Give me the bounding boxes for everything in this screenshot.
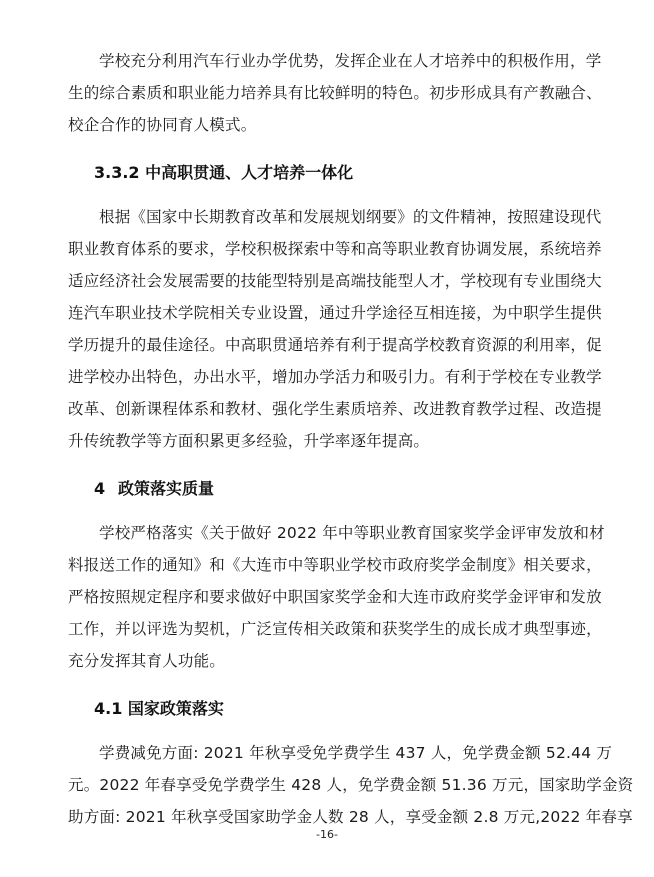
paragraph-4-line-2: 元。2022 年春享受免学费学生 428 人，免学费金额 51.36 万元，国家助学金资 <box>68 776 634 794</box>
section-heading-4-number: 4 <box>94 479 106 498</box>
paragraph-4-line-3: 助方面: 2021 年秋享受国家助学金人数 28 人，享受金额 2.8 万元,2022 年春享 <box>68 808 633 826</box>
paragraph-2-line-3: 适应经济社会发展需要的技能型特别是高端技能型人才，学校现有专业围绕大 <box>68 272 602 290</box>
paragraph-1-line-1: 学校充分利用汽车行业办学优势，发挥企业在人才培养中的积极作用，学 <box>99 52 602 70</box>
section-heading-3-3-2: 3.3.2 中高职贯通、人才培养一体化 <box>94 163 354 182</box>
section-heading-4-title: 政策落实质量 <box>118 479 215 498</box>
paragraph-2-line-5: 学历提升的最佳途径。中高职贯通培养有利于提高学校教育资源的利用率，促 <box>68 336 602 354</box>
paragraph-2-line-8: 升传统教学等方面积累更多经验，升学率逐年提高。 <box>68 432 430 450</box>
paragraph-3-line-2: 料报送工作的通知》和《大连市中等职业学校市政府奖学金制度》相关要求， <box>68 556 602 574</box>
paragraph-2-line-6: 进学校办出特色，办出水平，增加办学活力和吸引力。有利于学校在专业教学 <box>68 368 602 386</box>
paragraph-2-line-1: 根据《国家中长期教育改革和发展规划纲要》的文件精神，按照建设现代 <box>99 208 602 226</box>
paragraph-2-line-2: 职业教育体系的要求，学校积极探索中等和高等职业教育协调发展，系统培养 <box>68 240 602 258</box>
paragraph-3-line-1: 学校严格落实《关于做好 2022 年中等职业教育国家奖学金评审发放和材 <box>99 524 605 542</box>
paragraph-3-line-4: 工作，并以评选为契机，广泛宣传相关政策和获奖学生的成长成才典型事迹， <box>68 620 602 638</box>
paragraph-4-line-1: 学费减免方面: 2021 年秋享受免学费学生 437 人，免学费金额 52.44 万 <box>99 744 613 762</box>
paragraph-3-line-3: 严格按照规定程序和要求做好中职国家奖学金和大连市政府奖学金评审和发放 <box>68 588 602 606</box>
paragraph-2-line-4: 连汽车职业技术学院相关专业设置，通过升学途径互相连接，为中职学生提供 <box>68 304 602 322</box>
paragraph-1-line-2: 生的综合素质和职业能力培养具有比较鲜明的特色。初步形成具有产教融合、 <box>68 84 602 102</box>
paragraph-1-line-3: 校企合作的协同育人模式。 <box>68 116 257 134</box>
section-heading-4 <box>94 479 214 499</box>
paragraph-3-line-5: 充分发挥其育人功能。 <box>68 652 226 670</box>
page-number: -16- <box>316 828 338 841</box>
section-heading-4-1: 4.1 国家政策落实 <box>94 699 224 718</box>
paragraph-2-line-7: 改革、创新课程体系和教材、强化学生素质培养、改进教育教学过程、改造提 <box>68 400 602 418</box>
